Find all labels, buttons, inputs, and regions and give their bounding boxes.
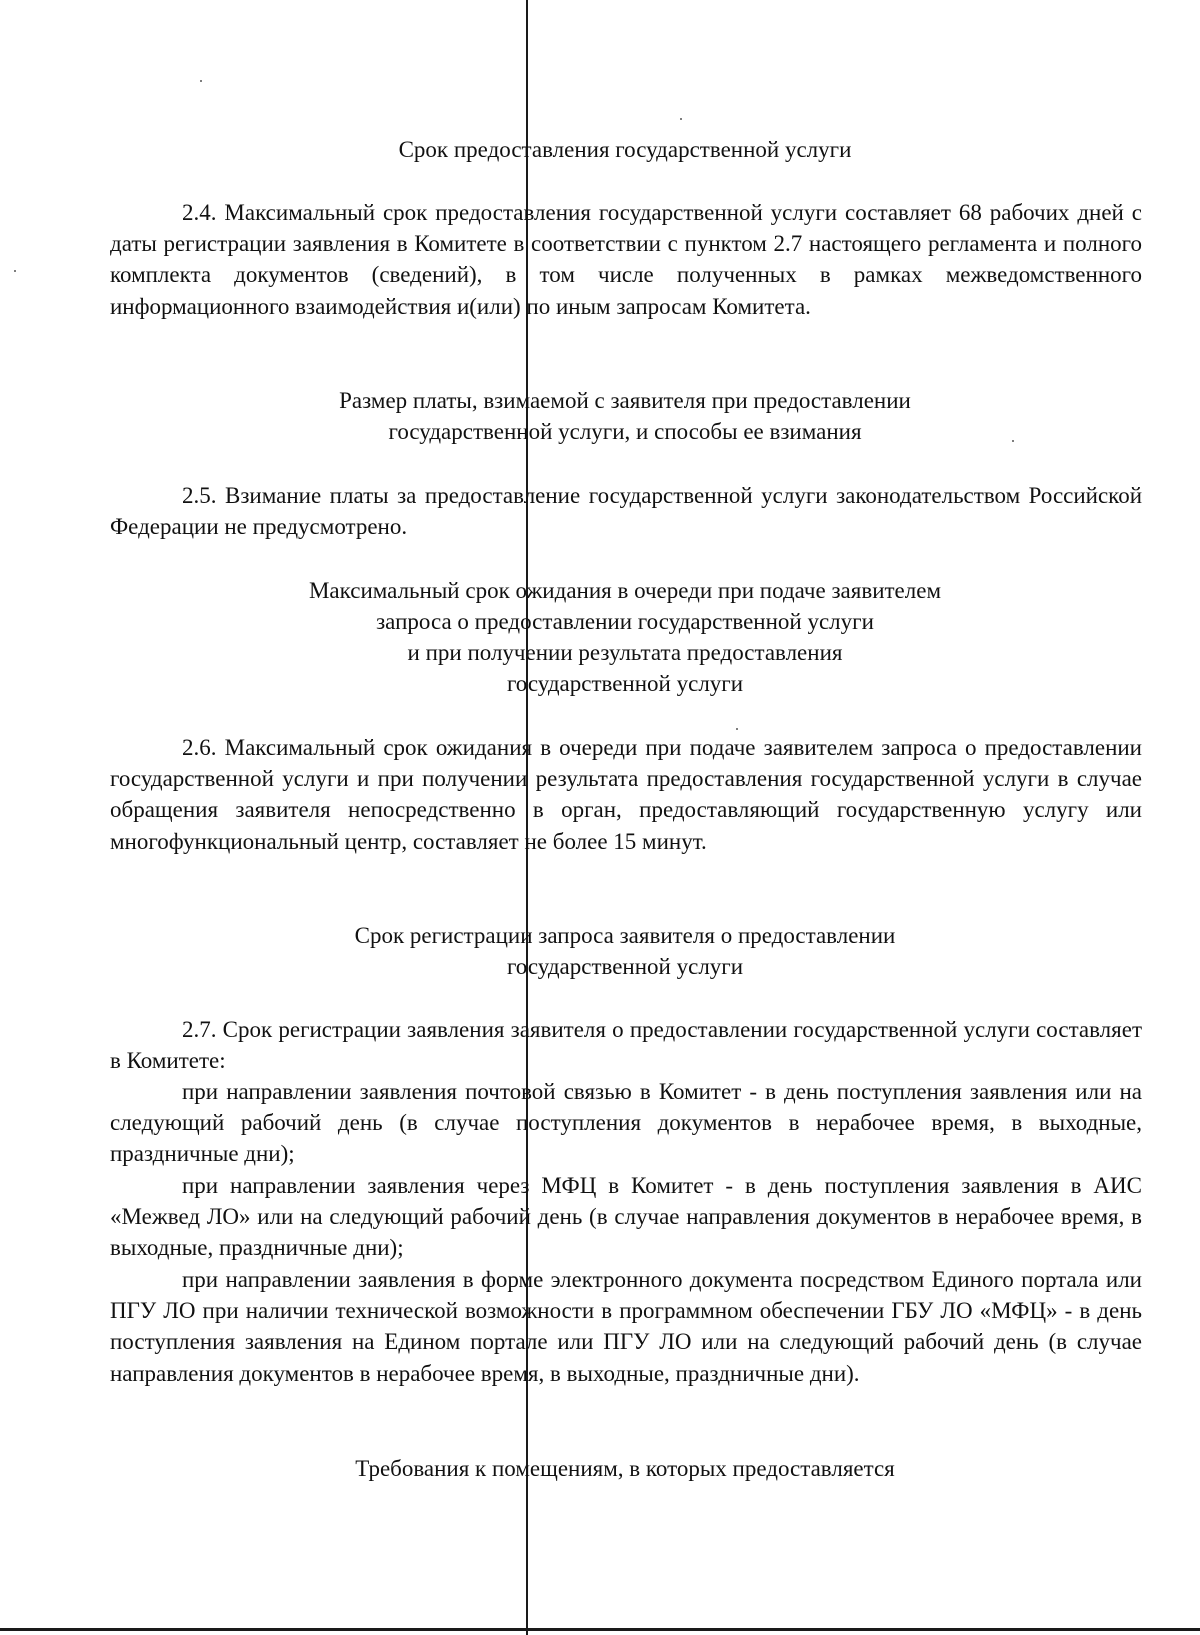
heading-line: Срок регистрации запроса заявителя о предоставлении	[354, 923, 896, 948]
scan-speck	[736, 728, 738, 730]
heading-fee	[110, 385, 1140, 447]
heading-line: государственной услуги	[506, 954, 744, 979]
heading-line: запроса о предоставлении государственной услуги	[376, 609, 874, 634]
heading-registration-term	[110, 920, 1140, 982]
heading-line: государственной услуги, и способы ее взимания	[388, 419, 862, 444]
paragraph-2-7: 2.7. Срок регистрации заявления заявителя о предоставлении государственной услуги составляет в Комитете:	[110, 1017, 1142, 1074]
heading-line: Срок предоставления государственной услуги	[398, 137, 852, 162]
paragraph-2-7-post: при направлении заявления почтовой связью в Комитет - в день поступления заявления или на следующий рабочий день (в случае поступления документов в нерабочее время, в выходные, праздничные дни);	[110, 1079, 1142, 1167]
heading-queue-time	[110, 575, 1140, 699]
heading-line: Требования к помещениям, в которых предоставляется	[355, 1456, 895, 1481]
scan-speck	[680, 118, 682, 120]
heading-line: и при получении результата предоставления	[407, 640, 843, 665]
heading-premises	[110, 1453, 1140, 1484]
paragraph-2-7-portal: при направлении заявления в форме электронного документа посредством Единого портала или ПГУ ЛО при наличии технической возможности в программном обеспечении ГБУ ЛО «МФЦ» - в день поступления заявления на Едином портале или ПГУ ЛО или на следующий рабочий день (в случае направления документов в нерабочее время, в выходные, праздничные дни).	[110, 1267, 1142, 1386]
paragraph-2-7-mfc: при направлении заявления через МФЦ в Комитет - в день поступления заявления в АИС «Межвед ЛО» или на следующий рабочий день (в случае направления документов в нерабочее время, в выходные, праздничные дни);	[110, 1173, 1142, 1261]
paragraph-2-6: 2.6. Максимальный срок ожидания в очереди при подаче заявителем запроса о предоставлении государственной услуги и при получении результата предоставления государственной услуги в случае обращения заявителя непосредственно в орган, предоставляющий государственную услугу или многофункциональный центр, составляет не более 15 минут.	[110, 735, 1142, 854]
paragraph-2-4: 2.4. Максимальный срок предоставления государственной услуги составляет 68 рабочих дней с даты регистрации заявления в Комитете в соответствии с пунктом 2.7 настоящего регламента и полного комплекта документов (сведений), в том числе полученных в рамках межведомственного информационного взаимодействия и(или) по иным запросам Комитета.	[110, 200, 1142, 319]
heading-line: Максимальный срок ожидания в очереди при подаче заявителем	[308, 578, 942, 603]
heading-line: Размер платы, взимаемой с заявителя при предоставлении	[339, 388, 911, 413]
paragraph-2-5: 2.5. Взимание платы за предоставление государственной услуги законодательством Российской Федерации не предусмотрено.	[110, 483, 1142, 540]
heading-line: государственной услуги	[506, 671, 744, 696]
scan-bottom-edge	[0, 1628, 1200, 1631]
heading-service-term	[110, 134, 1140, 165]
scan-speck	[200, 80, 202, 82]
scan-speck	[14, 270, 16, 272]
